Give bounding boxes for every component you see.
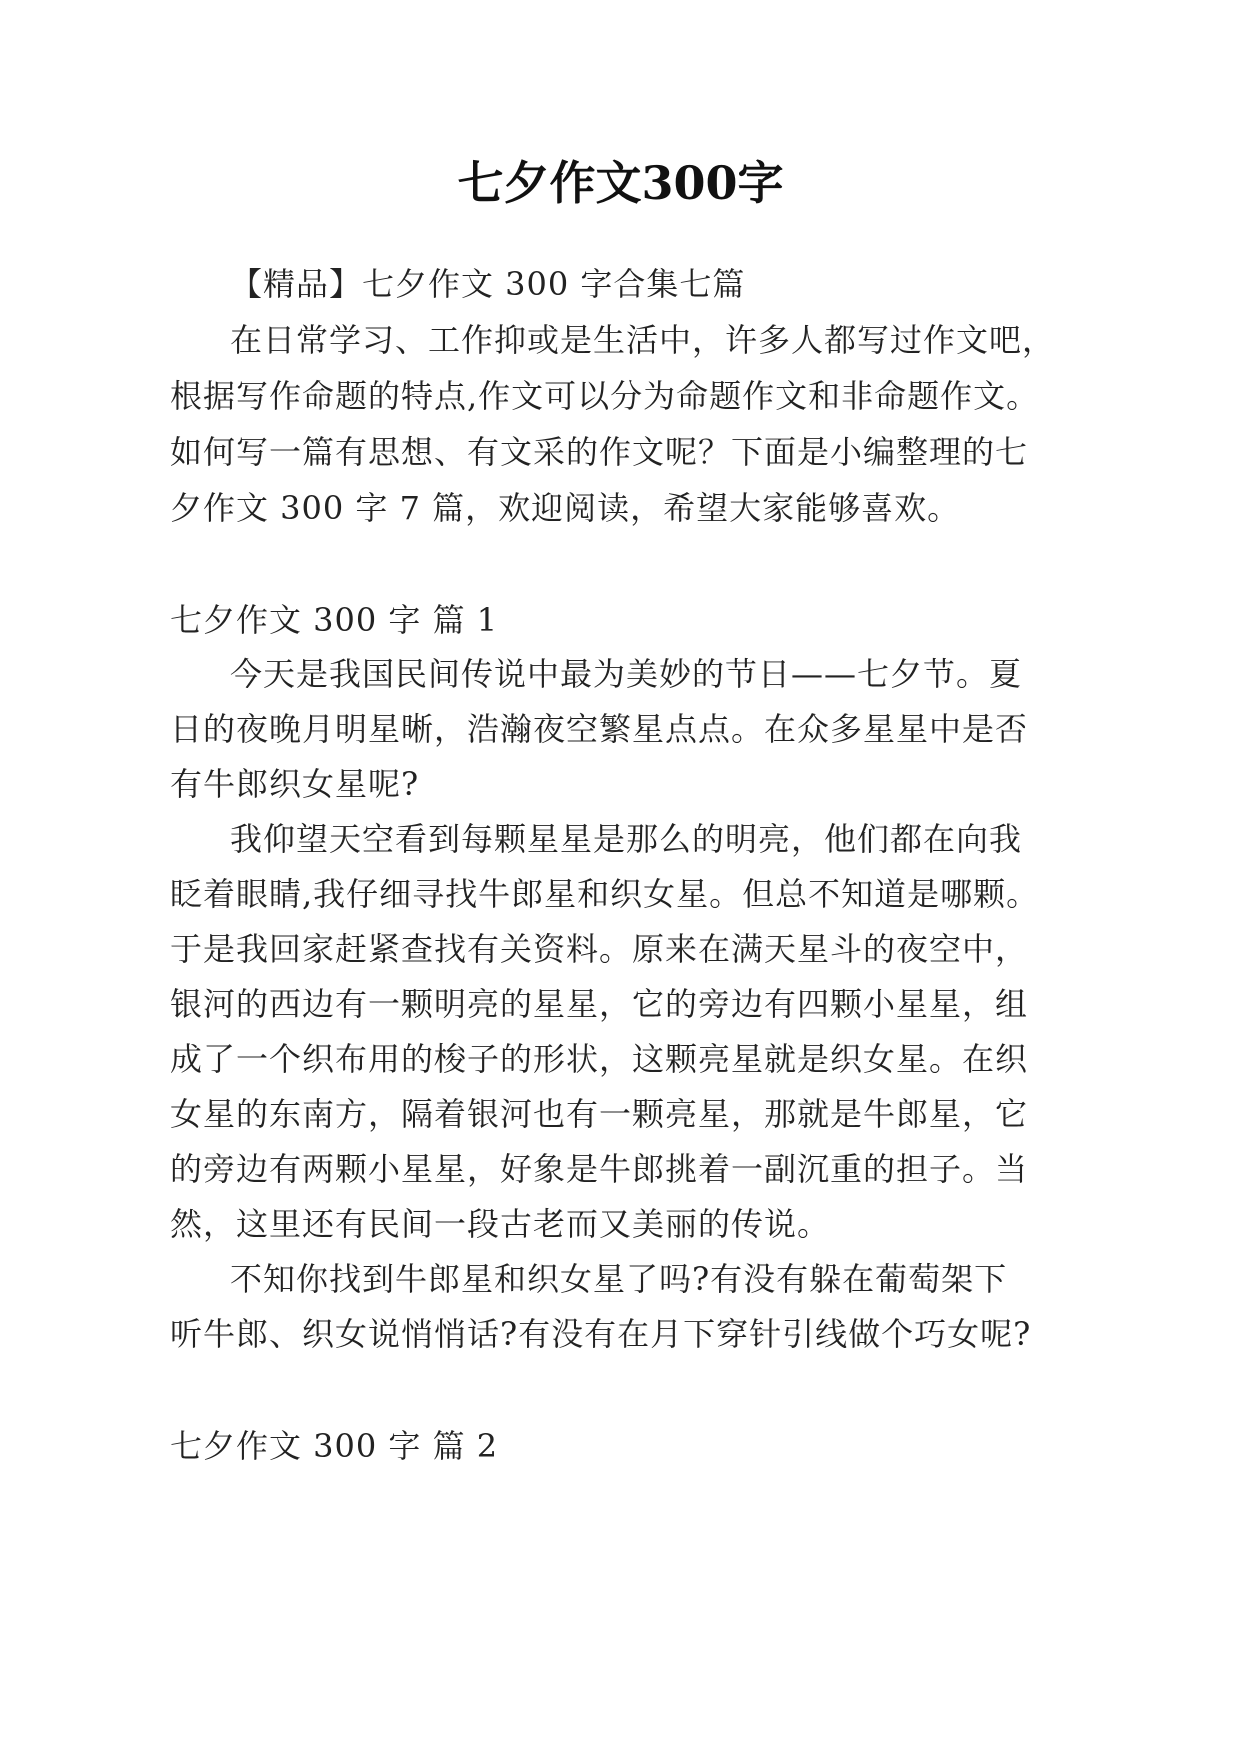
- intro-line: 夕作文 300 字 7 篇，欢迎阅读，希望大家能够喜欢。: [170, 489, 961, 527]
- body-line: 然，这里还有民间一段古老而又美丽的传说。: [170, 1205, 831, 1243]
- body-line: 的旁边有两颗小星星，好象是牛郎挑着一副沉重的担子。当: [170, 1150, 1029, 1188]
- body-line: 眨着眼睛,我仔细寻找牛郎星和织女星。但总不知道是哪颗。: [170, 875, 1040, 913]
- document-title: 七夕作文300字: [457, 156, 784, 210]
- intro-line: 在日常学习、工作抑或是生活中，许多人都写过作文吧，: [230, 321, 1056, 359]
- body-line: 不知你找到牛郎星和织女星了吗?有没有躲在葡萄架下: [230, 1260, 1008, 1298]
- section-heading-2: 七夕作文 300 字 篇 2: [170, 1427, 499, 1465]
- section-heading-1: 七夕作文 300 字 篇 1: [170, 601, 499, 639]
- body-line: 今天是我国民间传说中最为美妙的节日——七夕节。夏: [230, 655, 1023, 693]
- body-line: 日的夜晚月明星晰，浩瀚夜空繁星点点。在众多星星中是否: [170, 710, 1029, 748]
- body-line: 于是我回家赶紧查找有关资料。原来在满天星斗的夜空中，: [170, 930, 1029, 968]
- body-line: 听牛郎、织女说悄悄话?有没有在月下穿针引线做个巧女呢?: [170, 1315, 1032, 1353]
- intro-line: 如何写一篇有思想、有文采的作文呢？下面是小编整理的七: [170, 433, 1029, 471]
- body-line: 女星的东南方，隔着银河也有一颗亮星，那就是牛郎星，它: [170, 1095, 1029, 1133]
- body-line: 我仰望天空看到每颗星星是那么的明亮，他们都在向我: [230, 820, 1023, 858]
- intro-line: 根据写作命题的特点,作文可以分为命题作文和非命题作文。: [170, 377, 1040, 415]
- body-line: 成了一个织布用的梭子的形状，这颗亮星就是织女星。在织: [170, 1040, 1029, 1078]
- intro-heading: 【精品】七夕作文 300 字合集七篇: [230, 265, 746, 303]
- body-line: 银河的西边有一颗明亮的星星，它的旁边有四颗小星星，组: [170, 985, 1029, 1023]
- body-line: 有牛郎织女星呢?: [170, 765, 420, 803]
